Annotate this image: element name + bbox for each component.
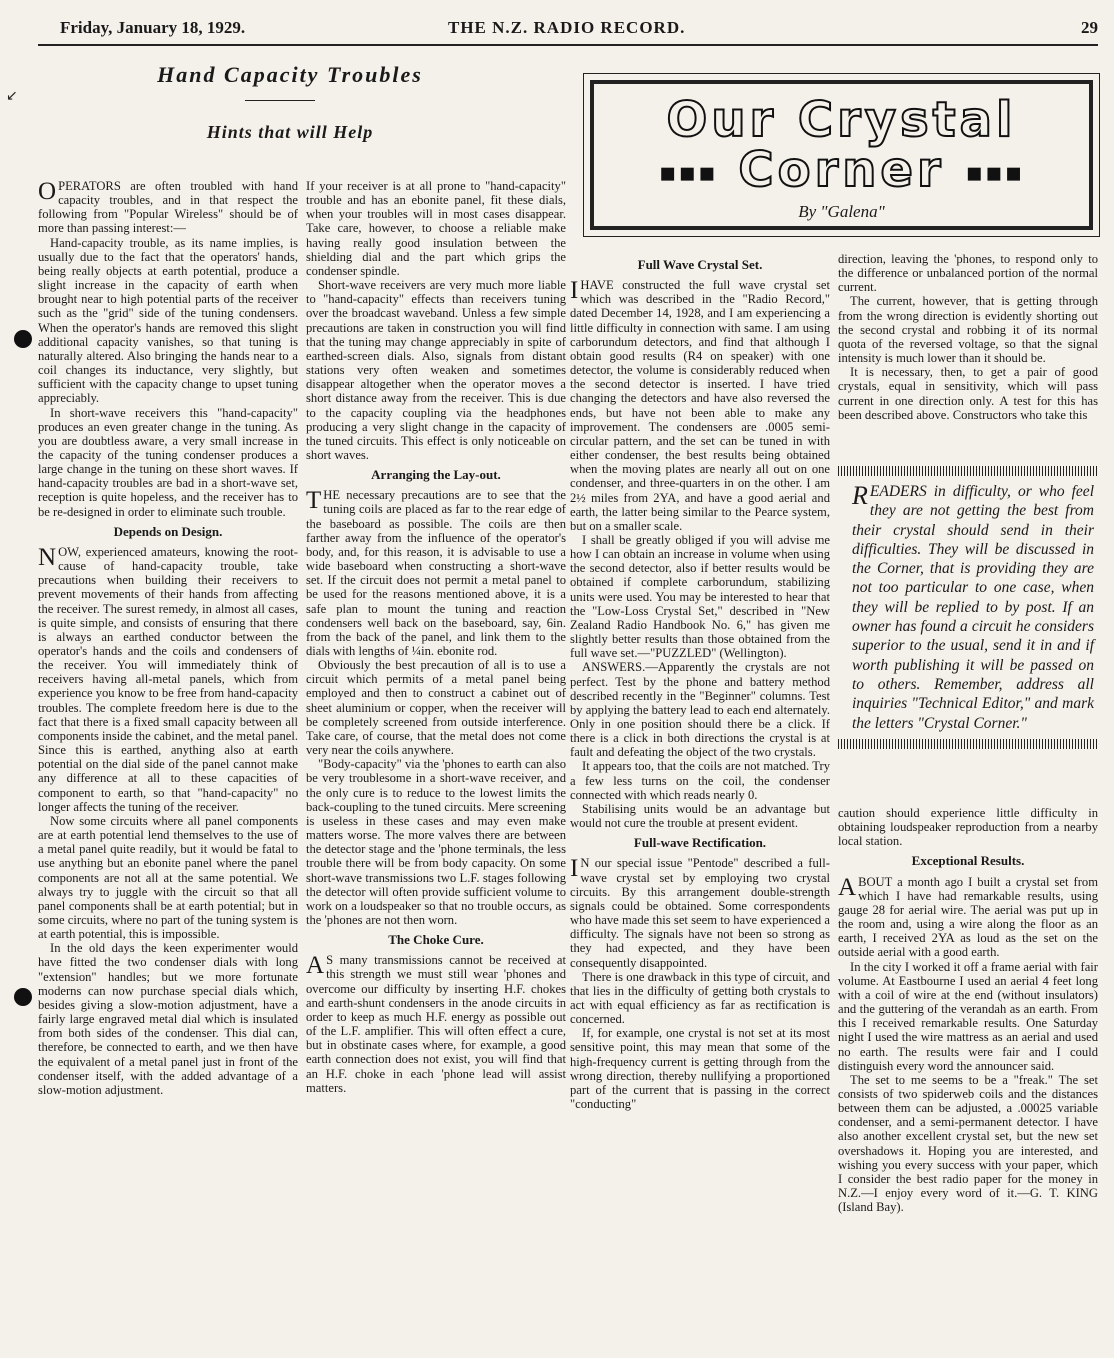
crystal-column-4-bottom <box>838 806 1098 1214</box>
paragraph-text: direction, leaving the 'phones, to respond only to the difference or unbalanced portion of the normal current. <box>838 252 1098 295</box>
drop-cap: O <box>38 178 57 205</box>
section-heading: The Choke Cure. <box>388 932 484 948</box>
paragraph <box>838 252 1098 294</box>
paragraph <box>838 875 1098 960</box>
crystal-column-3 <box>570 252 830 1111</box>
paragraph <box>306 278 566 462</box>
paragraph <box>570 759 830 801</box>
notice-body: EADERS in difficulty, or who feel they are not getting the best from their crystal should send in their difficulties. They will be discussed in the Corner, that is providing they are not too particular to one case, when they will be replied to by post. If an owner has found a circuit he considers superior to the usual, send it in and if worth publishing it will be passed on to others. Remember, address all inquiries "Technical Editor," and mark the letters "Crystal Corner." <box>852 483 1094 732</box>
paragraph <box>38 814 298 941</box>
paragraph-text: HE necessary precautions are to see that the tuning coils are placed as far to the rear edge of the baseboard as possible. The coils are then farther away from the influence of the operator's body, and, for this reason, it is advisable to use a wide baseboard when constructing a short-wave set. If the circuit does not permit a metal panel to be used for the reasons mentioned above, it is a safe plan to mount the tuning and reaction condensers well back on the baseboard, say, 6in. from the back of the panel, and link them to the dials with lengths of ¼in. ebonite rod. <box>306 488 566 658</box>
drop-cap: A <box>306 952 325 980</box>
paragraph-text: ANSWERS.—Apparently the crystals are not perfect. Test by the phone and battery method described recently in the "Beginner" columns. Test by applying the battery lead to each end alternately. Only in one position should there be a click. If there is a click in both directions the crystal is at fault and defeating the object of the two crystals. <box>570 660 830 760</box>
header-rule <box>38 44 1098 46</box>
paragraph <box>306 953 566 1095</box>
drop-cap: T <box>306 487 322 515</box>
publication-title: THE N.Z. RADIO RECORD. <box>448 18 686 37</box>
paragraph-text: PERATORS are often troubled with hand capacity troubles, and in that respect the following from "Popular Wireless" should be of more than passing interest:— <box>38 179 298 236</box>
paragraph-text: If, for example, one crystal is not set at its most sensitive point, this may mean that some of the high-frequency current is getting through from the wrong direction, thereby nullifying a proportioned part of the current that is passing in the correct "conducting" <box>570 1026 830 1112</box>
paragraph-text: It is necessary, then, to get a pair of good crystals, equal in sensitivity, which will pass current in one direction only. A test for this has been described above. Constructors who take this <box>838 365 1098 422</box>
paragraph <box>570 802 830 830</box>
paragraph-text: It appears too, that the coils are not matched. Try a few less turns on the coil, the condenser connected with which reads nearly 0. <box>570 759 830 802</box>
paragraph-text: caution should experience little difficulty in obtaining loudspeaker reproduction from a nearby local station. <box>838 806 1098 849</box>
paragraph-text: OW, experienced amateurs, knowing the root-cause of hand-capacity trouble, take precautions when building their receivers to prevent movements of their hands from affecting the receiver. The surest remedy, in almost all cases, is quite simple, and consists of ensuring that there is always an earthed conductor between the operator's hands and the coils and condensers of the receiver. You will immediately think of receivers having all-metal panels, which from experience you know to be free from hand-capacity troubles. The complete freedom here is due to the fact that there is a fixed small capacity between all components inside the cabinet, and the metal panel. Since this is earthed, anything also at earth potential on the dial side of the panel cannot make any difference at all to these capacities of component to earth, so that "hand-capacity" no longer affects the tuning of the receiver. <box>38 544 298 814</box>
paragraph <box>570 278 830 533</box>
paragraph <box>838 806 1098 848</box>
page-number: 29 <box>1081 18 1098 37</box>
paragraph-text: Obviously the best precaution of all is to use a circuit which permits of a metal panel being employed and then to construct a cabinet out of sheet aluminium or copper, when the receiver will be completely screened from outside interference. Take care, of course, that the metal does not come very near the coils anywhere. <box>306 658 566 758</box>
paragraph <box>306 179 566 278</box>
paragraph <box>570 970 830 1027</box>
dots-ornament-left: ▪▪▪ <box>658 158 718 188</box>
banner-title-line1: Our Crystal <box>666 92 1017 148</box>
readers-notice-box <box>838 466 1098 796</box>
paragraph <box>570 660 830 759</box>
notice-bottom-border <box>838 739 1098 749</box>
paragraph-text: Stabilising units would be an advantage but would not cure the trouble at present evident. <box>570 801 830 831</box>
notice-text <box>838 476 1098 739</box>
crystal-column-4-top <box>838 252 1098 422</box>
paragraph-text: In the city I worked it off a frame aerial with fair volume. At Eastbourne I used an aerial 4 feet long with a coil of wire at the end (without insulators) and the guttering of the verandah as an earth. From this I received remarkable results. One Saturday night I used the wire mattress as an aerial and used no earth. The results were fair and I could distinguish every word the announcer said. <box>838 959 1098 1073</box>
paragraph-text: There is one drawback in this type of circuit, and that lies in the difficulty of getting both crystals to act with equal efficiency as far as rectification is concerned. <box>570 969 830 1027</box>
section-heading: Exceptional Results. <box>911 853 1025 869</box>
drop-cap: N <box>38 543 57 571</box>
paragraph <box>38 179 298 236</box>
paragraph <box>838 1073 1098 1215</box>
notice-top-border <box>838 466 1098 476</box>
paragraph <box>570 1026 830 1111</box>
drop-cap: A <box>838 873 857 901</box>
banner-title-word: Corner <box>738 142 945 198</box>
paragraph <box>306 757 566 927</box>
banner-title-line2 <box>594 144 1089 199</box>
paragraph <box>838 294 1098 365</box>
paragraph-text: Hand-capacity trouble, as its name implies, is usually due to the fact that the operators' hands, being really objects at earth potential, produce a slight increase in the capacity of earth when brought near to high potential parts of the receiver such as the "grid" side of the tuning condensers. When the operator's hands are removed this slight additional capacity vanishes, so that tuning is naturally altered. Also bringing the hands near to a coil changes its inductance, very slightly, but sufficient with the capacity change to upset tuning appreciably. <box>38 235 298 406</box>
paragraph-text: S many transmissions cannot be received at this strength we must still wear 'phones and overcome our difficulty by inserting H.F. chokes and earth-shunt condensers in the anode circuits in order to keep as much H.F. energy as possible out of the L.F. amplifier. This will often effect a cure, but in obstinate cases where, for example, a good earth connection does not exist, you will find that an H.F. choke in each 'phone lead will assist matters. <box>306 953 566 1095</box>
crystal-corner-banner <box>583 73 1100 237</box>
paragraph <box>38 545 298 814</box>
dots-ornament-right: ▪▪▪ <box>965 158 1025 188</box>
ink-blot-mark <box>14 988 32 1006</box>
paragraph <box>570 856 830 969</box>
paragraph-text: I shall be greatly obliged if you will advise me how I can obtain an increase in volume when using the second detector, also if better results would be obtained if complete carborundum, stabilizing units were used. You may be interested to hear that the "Low-Loss Crystal Set," described in "New Zealand Radio Handbook No. 6," has given me slightly better results than those obtained from the full wave set.—"PUZZLED" (Wellington). <box>570 532 830 661</box>
title-divider <box>245 100 315 101</box>
paragraph-text: The set to me seems to be a "freak." The set consists of two spiderweb coils and the distances between them can be adjusted, a .00025 variable condenser, and a semi-permanent detector. I have also another excellent crystal set, but the new set overshadows it. Hoping you are interested, and wishing you every success with your paper, which I consider the best radio paper for the money in N.Z.—I enjoy every word of it.—G. T. KING (Island Bay). <box>838 1072 1098 1215</box>
paragraph <box>38 406 298 519</box>
ink-blot-mark <box>14 330 32 348</box>
paragraph <box>38 941 298 1097</box>
issue-date: Friday, January 18, 1929. <box>60 18 246 37</box>
byline: By "Galena" <box>798 202 885 221</box>
paragraph <box>38 236 298 406</box>
paragraph-text: The current, however, that is getting through from the wrong direction is evidently shorting out the second crystal and robbing it of its normal quota of the reversed voltage, so that the signal intensity is much lower than it should be. <box>838 294 1098 366</box>
paragraph <box>306 488 566 658</box>
paragraph-text: HAVE constructed the full wave crystal set which was described in the "Radio Record," dated December 14, 1928, and I am experiencing a little difficulty in connection with same. I am using carborundum detectors, and find that although I obtain good results (R4 on speaker) with one detector, the volume is considerably reduced when the second detector is inserted. I have tried changing the detectors and have also reversed the ends, but have not been able to make any improvement. The condensers are .0005 semi-circular pattern, and the set can be tuned in with either condenser, the best results being obtained when the moving plates are nearly all out on one condenser, and three-quarters in on the other. I am 2½ miles from 2YA, and have a good aerial and earth, the latter being similar to the Pearce system, but on a smaller scale. <box>570 278 830 533</box>
article-title: Hand Capacity Troubles <box>157 62 423 87</box>
banner-frame <box>590 80 1093 230</box>
paragraph-text: "Body-capacity" via the 'phones to earth can also be very troublesome in a short-wave receiver, and the only cure is to reduce to the lowest limits the back-coupling to the tuned circuits. Mere screening is useless in these cases and may even make matters worse. The more valves there are between the detector stage and the 'phone terminals, the less trouble there will be from body capacity. On some short-wave transmissions two L.F. stages following the detector will often provide sufficient volume to work on a loudspeaker so that no trouble occurs, as the 'phones are not then worn. <box>306 757 566 927</box>
section-heading: Depends on Design. <box>113 523 223 539</box>
paragraph <box>838 365 1098 422</box>
paragraph-text: N our special issue "Pentode" described a full-wave crystal set by employing two crystal circuits. By this arrangement double-strength signals could be obtained. Some correspondents who have made this set seem to have experienced a difficulty. The signals have not been so strong as they had expected, and they have been consequently disappointed. <box>570 856 830 970</box>
paragraph-text: BOUT a month ago I built a crystal set from which I have had remarkable results, using gauge 28 for aerial wire. The aerial was put up in the room and, using a wire along the floor as an earth, I received 2YA as loud as the set on the outside aerial with a good earth. <box>838 874 1098 960</box>
paragraph <box>570 533 830 660</box>
notice-drop-cap: R <box>852 481 868 510</box>
paragraph-text: Now some circuits where all panel components are at earth potential lend themselves to the use of a metal panel quite readily, but it would be fatal to use anything but an ebonite panel where the panel components are not all at the same potential. We always try to juggle with the circuit so that all panel components shall be at earth potential; but in some circuits, where no part of the tuning system is at earth potential, this is impossible. <box>38 813 298 942</box>
drop-cap: I <box>570 855 579 883</box>
paragraph <box>306 658 566 757</box>
paragraph-text: If your receiver is at all prone to "hand-capacity" trouble and has an ebonite panel, fit these dials, when your troubles will in most cases disappear. Take care, however, to choose a reliable make having really good insulation between the shielding dial and the part which grips the condenser spindle. <box>306 179 566 278</box>
section-heading: Arranging the Lay-out. <box>371 467 501 483</box>
paragraph <box>838 960 1098 1073</box>
paragraph-text: Short-wave receivers are very much more liable to "hand-capacity" effects than receivers tuning over the broadcast waveband. Unless a few simple precautions are taken in construction you will find that the tuning may change appreciably in spite of earthed-screen dials. Also, signals from distant stations very often weaken and sometimes disappear altogether when the operator moves a short distance away from the receiver. This is due to the capacity coupling via the headphones producing a very slight change in the capacity of the tuned circuits. This effect is only noticeable on short waves. <box>306 278 566 462</box>
drop-cap: I <box>570 277 579 305</box>
margin-pencil-mark: ↙ <box>6 89 18 104</box>
article-column-2 <box>306 179 566 1095</box>
article-column-1 <box>38 179 298 1097</box>
paragraph-text: In short-wave receivers this "hand-capacity" produces an even greater change in the tuning. As you are doubtless aware, a very small increase in the capacity of the tuning condenser produces a large change in the tuning on these short waves. If hand-capacity troubles are bad in a short-wave set, reception is quite hopeless, and the receiver has to be re-designed in order to eliminate such trouble. <box>38 405 298 519</box>
article-subtitle: Hints that will Help <box>206 122 374 142</box>
section-heading: Full Wave Crystal Set. <box>637 257 763 272</box>
page-header <box>38 18 1098 44</box>
paragraph-text: In the old days the keen experimenter would have fitted the two condenser dials with long "extension" handles; but we more fortunate moderns can now purchase special dials which, besides giving a slow-motion adjustment, have a fairly large engraved metal dial which is insulated from both sides of the condenser. This dial can, therefore, be connected to earth, and we then have the equivalent of a metal panel just in front of the condenser itself, with the added advantage of a slow-motion adjustment. <box>38 941 298 1097</box>
section-heading: Full-wave Rectification. <box>633 835 767 851</box>
